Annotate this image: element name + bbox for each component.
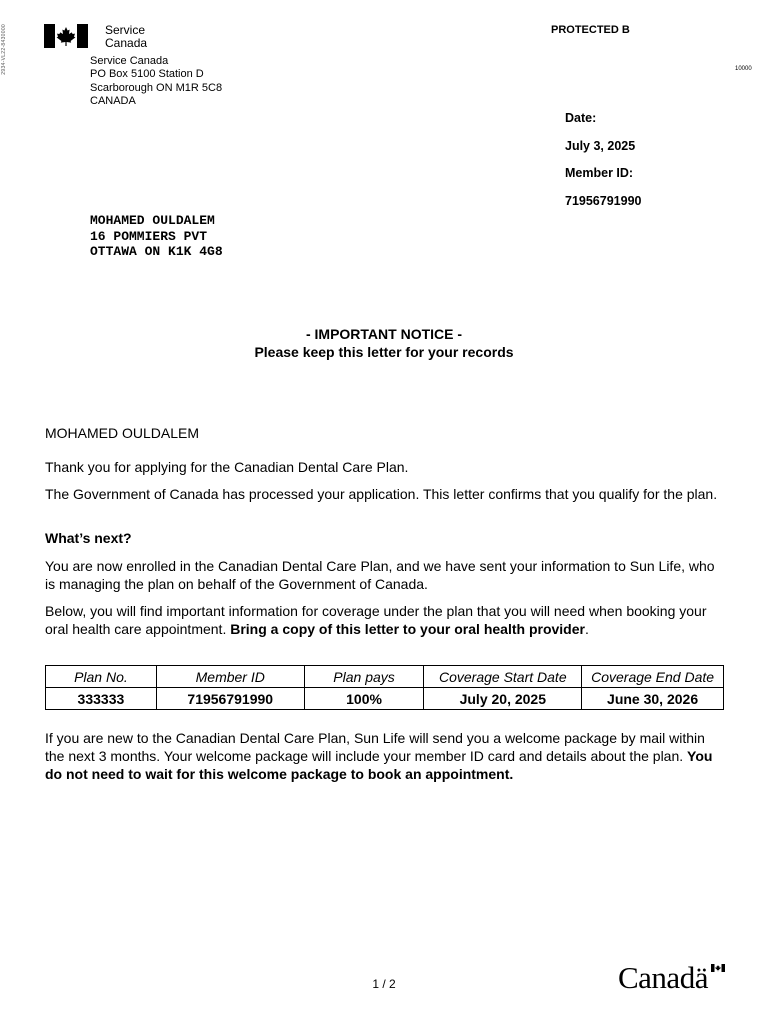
plan-pays-cell: 100% <box>304 688 424 710</box>
form-code: 10000 <box>735 66 752 72</box>
table-row <box>46 688 724 710</box>
member-id-value: 71956791990 <box>565 193 642 208</box>
date-value: July 3, 2025 <box>565 138 636 153</box>
date-label: Date: <box>565 111 597 125</box>
canada-flag-icon <box>44 24 88 48</box>
plan-table <box>45 665 724 710</box>
page-number: 1 / 2 <box>372 977 396 991</box>
plan-table-header <box>46 666 724 688</box>
paragraph-welcome-package: If you are new to the Canadian Dental Care Plan, Sun Life will send you a welcome package by mail within the next 3 months. Your welcome package will include your member ID card and details about the plan. You do not need to wait for this welcome package to book an appointment. <box>45 730 713 782</box>
letter-meta <box>565 111 641 221</box>
wordmark-flag-icon <box>711 964 725 972</box>
coverage-start-cell: July 20, 2025 <box>424 688 582 710</box>
document-code: 2934-VL22-8430000 <box>1 24 7 75</box>
member-id-header: Member ID <box>156 666 304 688</box>
whats-next-heading: What’s next? <box>45 530 132 546</box>
canada-wordmark: Canadä <box>618 960 708 995</box>
service-canada-logo <box>44 24 147 50</box>
plan-no-header: Plan No. <box>46 666 157 688</box>
org-name: Service Canada <box>105 23 148 50</box>
paragraph-thanks: Thank you for applying for the Canadian Dental Care Plan. <box>45 459 409 475</box>
member-id-cell: 71956791990 <box>156 688 304 710</box>
member-id-label: Member ID: <box>565 166 634 180</box>
return-address: Service Canada PO Box 5100 Station D Scarborough ON M1R 5C8 CANADA <box>90 55 223 108</box>
important-notice: - IMPORTANT NOTICE - Please keep this letter for your records <box>254 326 514 360</box>
paragraph-enrolled: You are now enrolled in the Canadian Dental Care Plan, and we have sent your information to Sun Life, who is managing the plan on behalf of the Government of Canada. <box>45 558 715 592</box>
paragraph-coverage-info: Below, you will find important information for coverage under the plan that you will need when booking your oral health care appointment. Bring a copy of this letter to your oral health provider. <box>45 603 707 637</box>
classification-label: PROTECTED B <box>551 24 630 36</box>
salutation: MOHAMED OULDALEM <box>45 425 200 441</box>
plan-pays-header: Plan pays <box>304 666 424 688</box>
plan-no-cell: 333333 <box>46 688 157 710</box>
paragraph-processed: The Government of Canada has processed your application. This letter confirms that you qualify for the plan. <box>45 486 718 502</box>
coverage-end-header: Coverage End Date <box>582 666 724 688</box>
coverage-start-header: Coverage Start Date <box>424 666 582 688</box>
recipient-address: MOHAMED OULDALEM 16 POMMIERS PVT OTTAWA ON K1K 4G8 <box>90 213 223 260</box>
coverage-end-cell: June 30, 2026 <box>582 688 724 710</box>
